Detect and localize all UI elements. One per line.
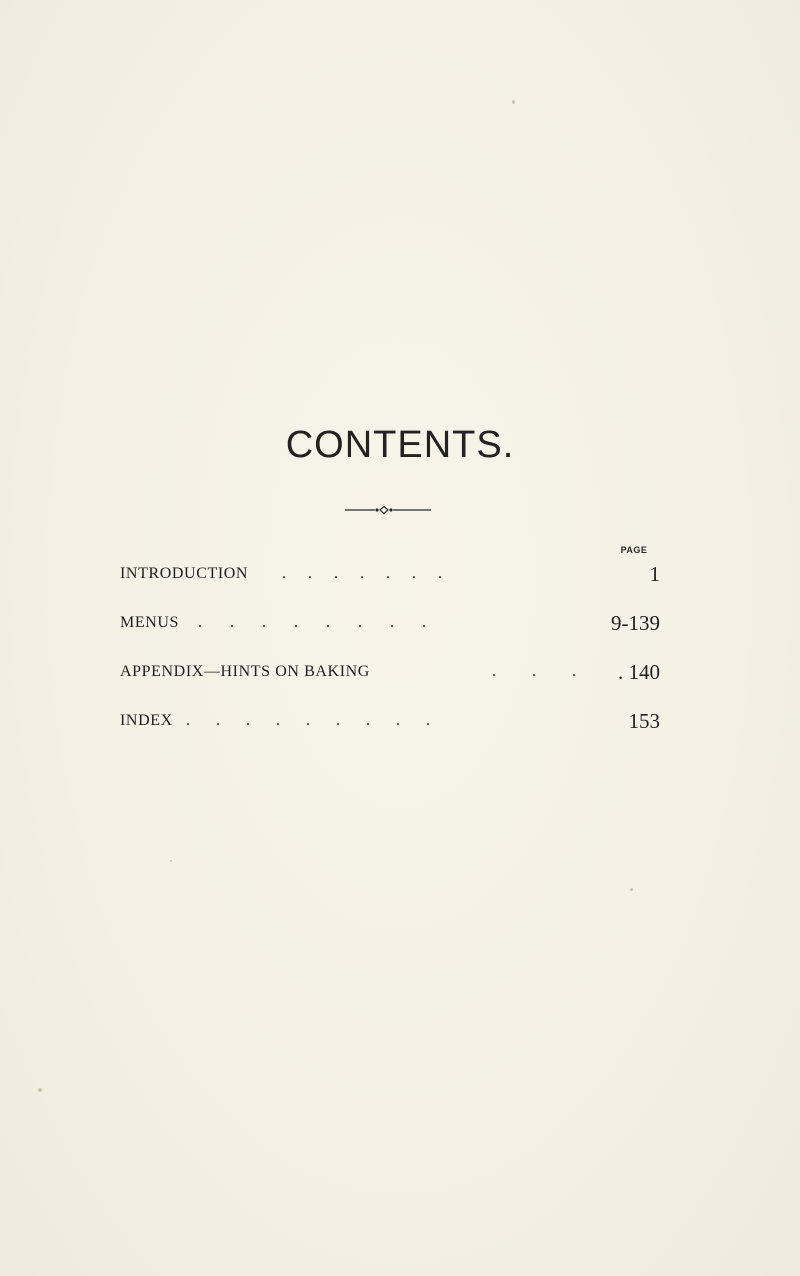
toc-entry-page: 1 (649, 562, 660, 586)
page-column-heading: PAGE (620, 545, 648, 555)
toc-entry-appendix[interactable] (120, 660, 660, 693)
toc-leader-dots: . . . . . . . . (198, 614, 438, 631)
toc-entry-page: . 140 (618, 660, 660, 684)
toc-entry-label: APPENDIX—HINTS ON BAKING (120, 663, 370, 680)
toc-entry-menus[interactable] (120, 611, 660, 644)
paper-speck (512, 100, 515, 104)
toc-leader-dots: . . . . . . . (282, 565, 451, 582)
paper-speck (170, 860, 172, 862)
toc-entry-introduction[interactable] (120, 562, 660, 595)
page-title: CONTENTS. (285, 424, 515, 466)
toc-entry-label: MENUS (120, 614, 180, 631)
toc-entry-page: 9-139 (611, 611, 660, 635)
toc-leader-dots: . . . (492, 663, 592, 680)
paper-speck (38, 1088, 42, 1092)
toc-entry-index[interactable] (120, 709, 660, 742)
toc-leader-dots: . . . . . . . . . (186, 712, 441, 729)
toc-entry-page: 153 (628, 709, 660, 733)
divider-ornament-icon (345, 504, 431, 516)
toc-entry-label: INTRODUCTION (120, 565, 249, 582)
paper-speck (630, 888, 633, 891)
toc-entry-label: INDEX (120, 712, 173, 729)
